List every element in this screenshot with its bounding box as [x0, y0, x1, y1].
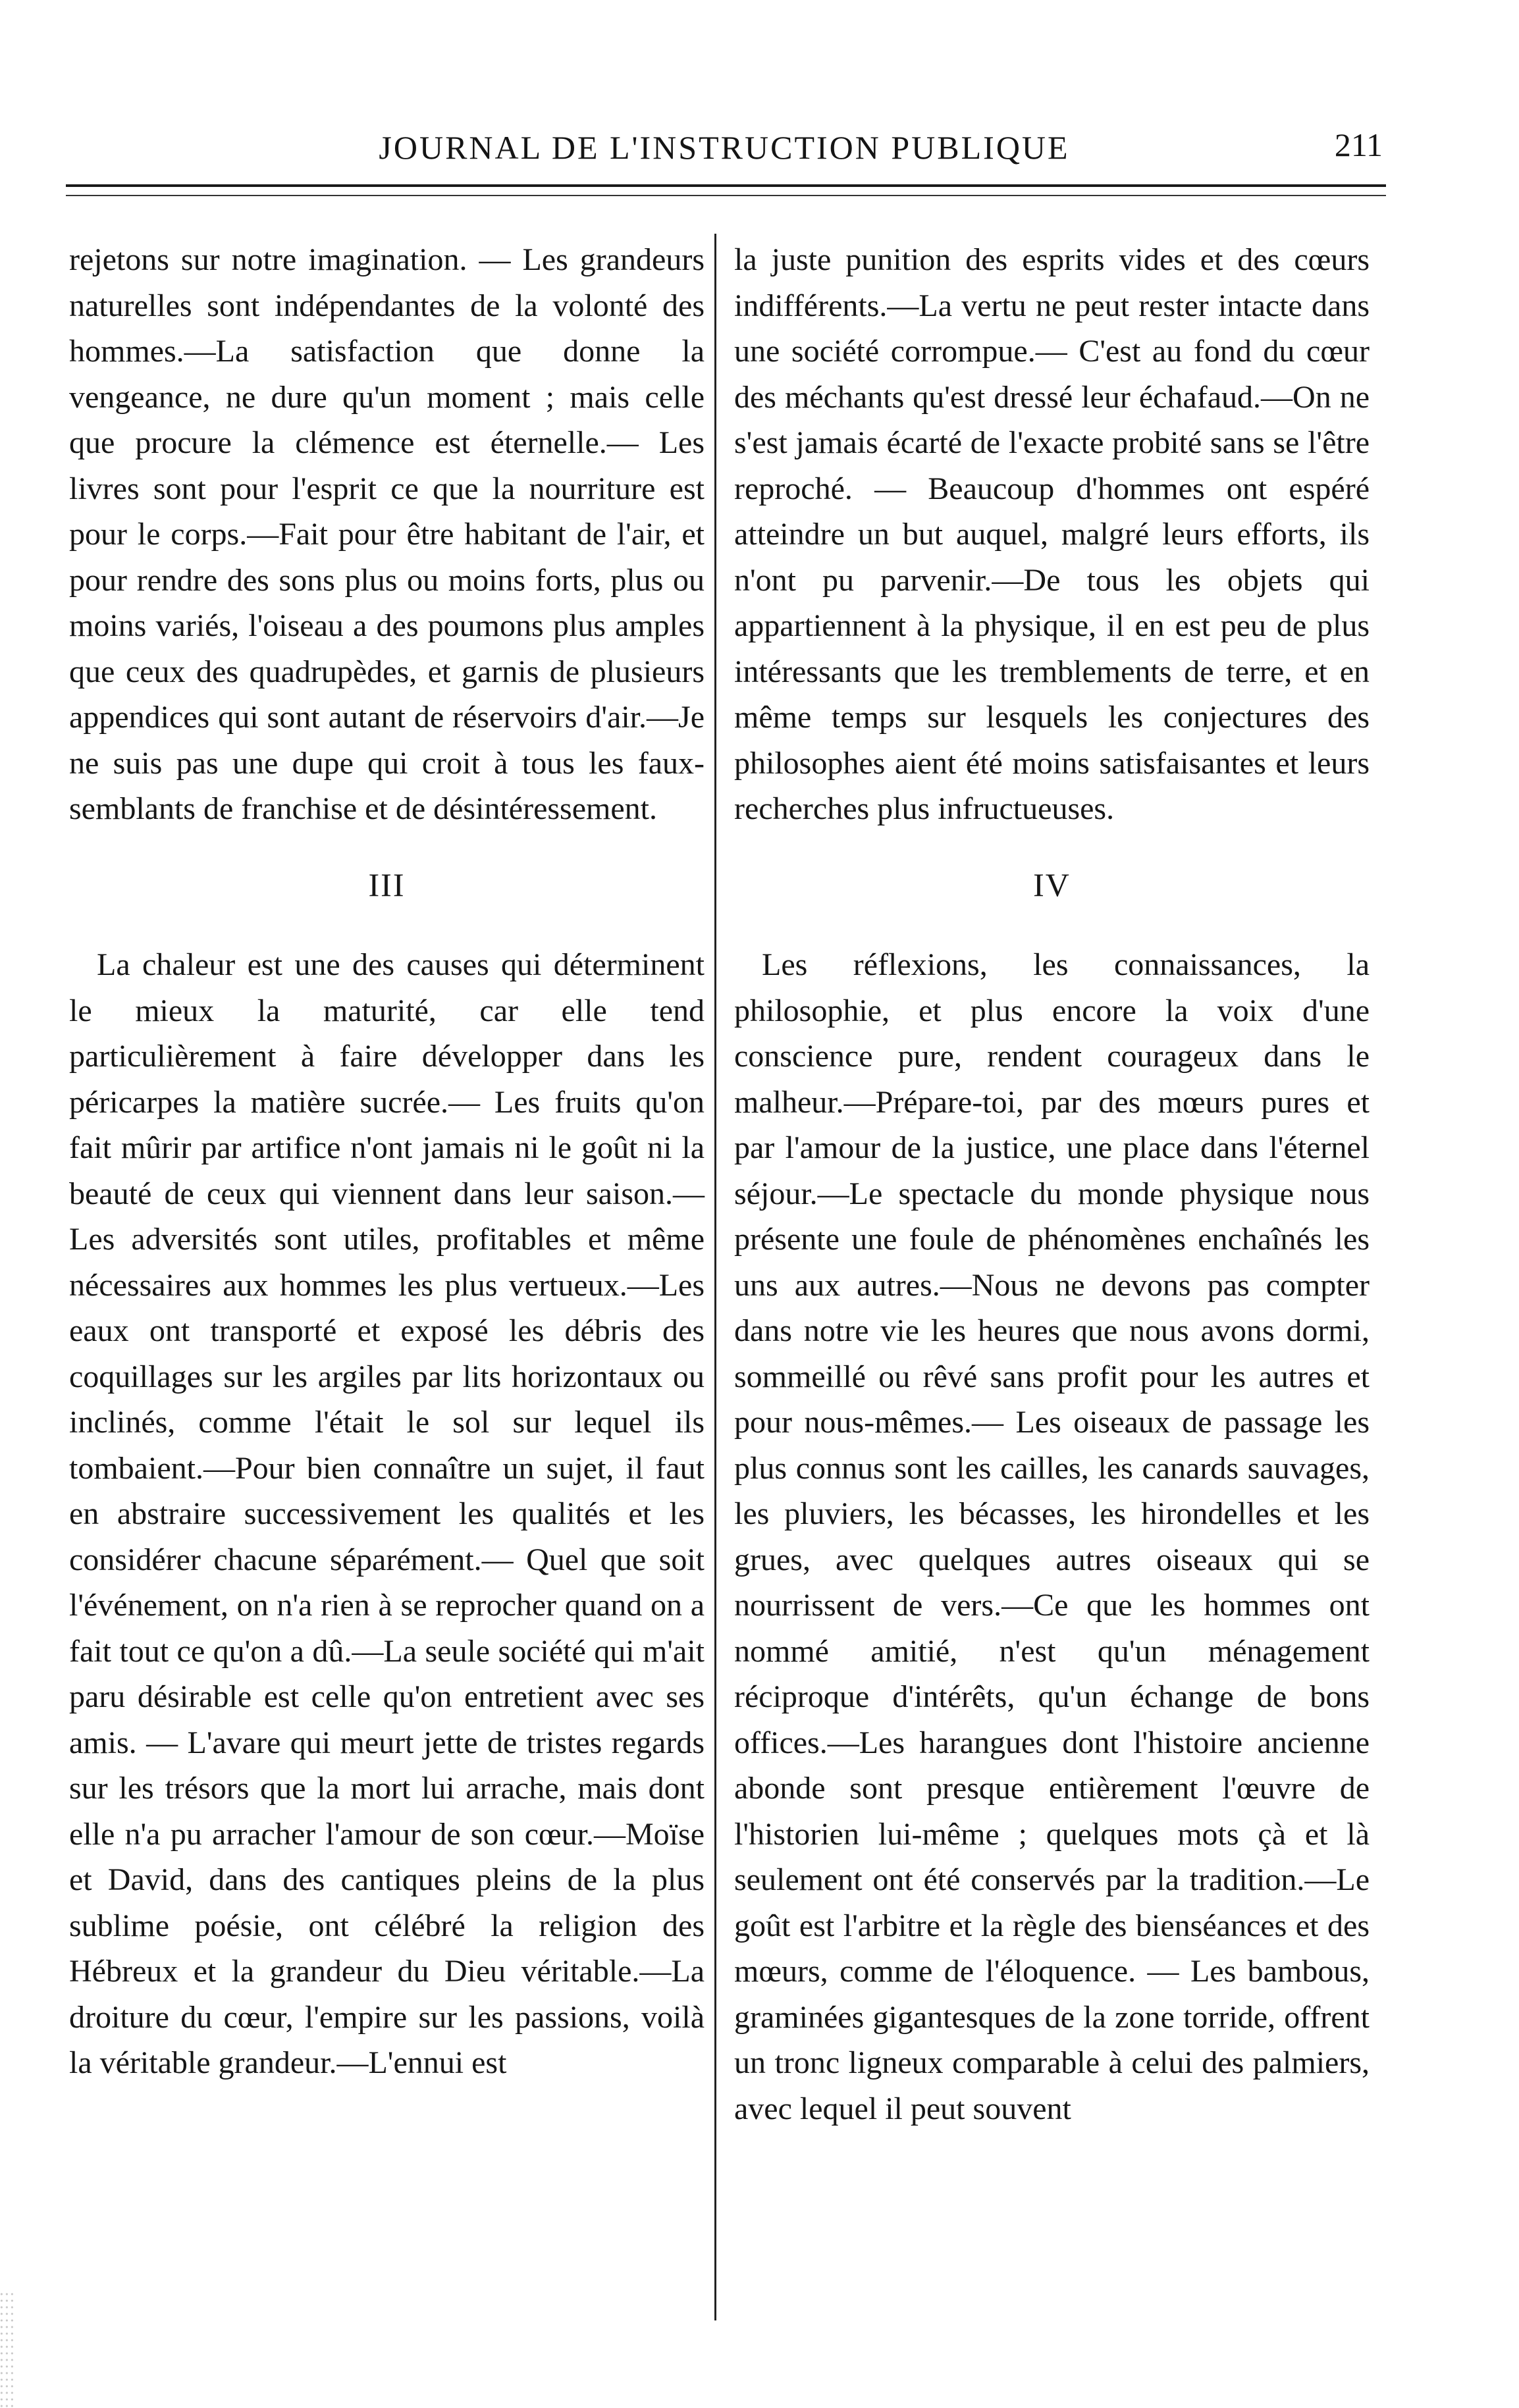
- section-iv-paragraph: Les réflexions, les connaissances, la philosophie, et plus encore la voix d'une conscience pure, rendent courageux dans le malheur.—Prépare-toi, par des mœurs pures et par l'amour de la justice, une place dans l'éternel séjour.—Le spectacle du monde physique nous présente une foule de phénomènes enchaînés les uns aux autres.—Nous ne devons pas compter dans notre vie les heures que nous avons dormi, sommeillé ou rêvé sans profit pour les autres et pour nous-mêmes.— Les oiseaux de passage les plus connus sont les cailles, les canards sauvages, les pluviers, les bécasses, les hirondelles et les grues, avec quelques autres oiseaux qui se nourrissent de vers.—Ce que les hommes ont nommé amitié, n'est qu'un ménagement réciproque d'intérêts, qu'un échange de bons offices.—Les harangues dont l'histoire ancienne abonde sont presque entièrement l'œuvre de l'historien lui-même ; quelques mots çà et là seulement ont été conservés par la tradition.—Le goût est l'arbitre et la règle des bienséances et des mœurs, comme de l'éloquence. — Les bambous, graminées gigantesques de la zone torride, offrent un tronc ligneux comparable à celui des palmiers, avec lequel il peut souvent: [734, 947, 1370, 2126]
- column-divider: [714, 234, 716, 2320]
- section-iii-paragraph: La chaleur est une des causes qui déterminent le mieux la maturité, car elle tend particulièrement à faire développer dans les péricarpes la matière sucrée.— Les fruits qu'on fait mûrir par artifice n'ont jamais ni le goût ni la beauté de ceux qui viennent dans leur saison.—Les adversités sont utiles, profitables et même nécessaires aux hommes les plus vertueux.—Les eaux ont transporté et exposé les débris des coquillages sur les argiles par lits horizontaux ou inclinés, comme l'était le sol sur lequel ils tombaient.—Pour bien connaître un sujet, il faut en abstraire successivement les qualités et les considérer chacune séparément.— Quel que soit l'événement, on n'a rien à se reprocher quand on a fait tout ce qu'on a dû.—La seule société qui m'ait paru désirable est celle qu'on entretient avec ses amis. — L'avare qui meurt jette de tristes regards sur les trésors que la mort lui arrache, mais dont elle n'a pu arracher l'amour de son cœur.—Moïse et David, dans des cantiques pleins de la plus sublime poésie, ont célébré la religion des Hébreux et la grandeur du Dieu véritable.—La droiture du cœur, l'empire sur les passions, voilà la véritable grandeur.—L'ennui est: [69, 947, 705, 2080]
- header-rule-thin: [66, 195, 1386, 196]
- right-column: [734, 237, 1370, 2132]
- page-edge-speckle: [0, 2291, 13, 2408]
- section-heading-iv: IV: [1033, 866, 1071, 903]
- left-column: [69, 237, 705, 2086]
- header-rule-thick: [66, 184, 1386, 187]
- right-intro-paragraph: la juste punition des esprits vides et des cœurs indifférents.—La vertu ne peut rester intacte dans une société corrompue.— C'est au fond du cœur des méchants qu'est dressé leur échafaud.—On ne s'est jamais écarté de l'exacte probité sans se l'être reproché. — Beaucoup d'hommes ont espéré atteindre un but auquel, malgré leurs efforts, ils n'ont pu parvenir.—De tous les objets qui appartiennent à la physique, il en est peu de plus intéressants que les tremblements de terre, et en même temps sur lesquels les conjectures des philosophes aient été moins satisfaisantes et leurs recherches plus infructueuses.: [734, 242, 1370, 826]
- section-heading-iii: III: [368, 866, 406, 903]
- left-intro-paragraph: rejetons sur notre imagination. — Les grandeurs naturelles sont indépendantes de la volonté des hommes.—La satisfaction que donne la vengeance, ne dure qu'un moment ; mais celle que procure la clémence est éternelle.— Les livres sont pour l'esprit ce que la nourriture est pour le corps.—Fait pour être habitant de l'air, et pour rendre des sons plus ou moins forts, plus ou moins variés, l'oiseau a des poumons plus amples que ceux des quadrupèdes, et garnis de plusieurs appendices qui sont autant de réservoirs d'air.—Je ne suis pas une dupe qui croit à tous les faux-semblants de franchise et de désintéressement.: [69, 242, 705, 826]
- running-header: [66, 122, 1383, 181]
- journal-title: JOURNAL DE L'INSTRUCTION PUBLIQUE: [379, 129, 1070, 166]
- page-number: 211: [1334, 126, 1383, 163]
